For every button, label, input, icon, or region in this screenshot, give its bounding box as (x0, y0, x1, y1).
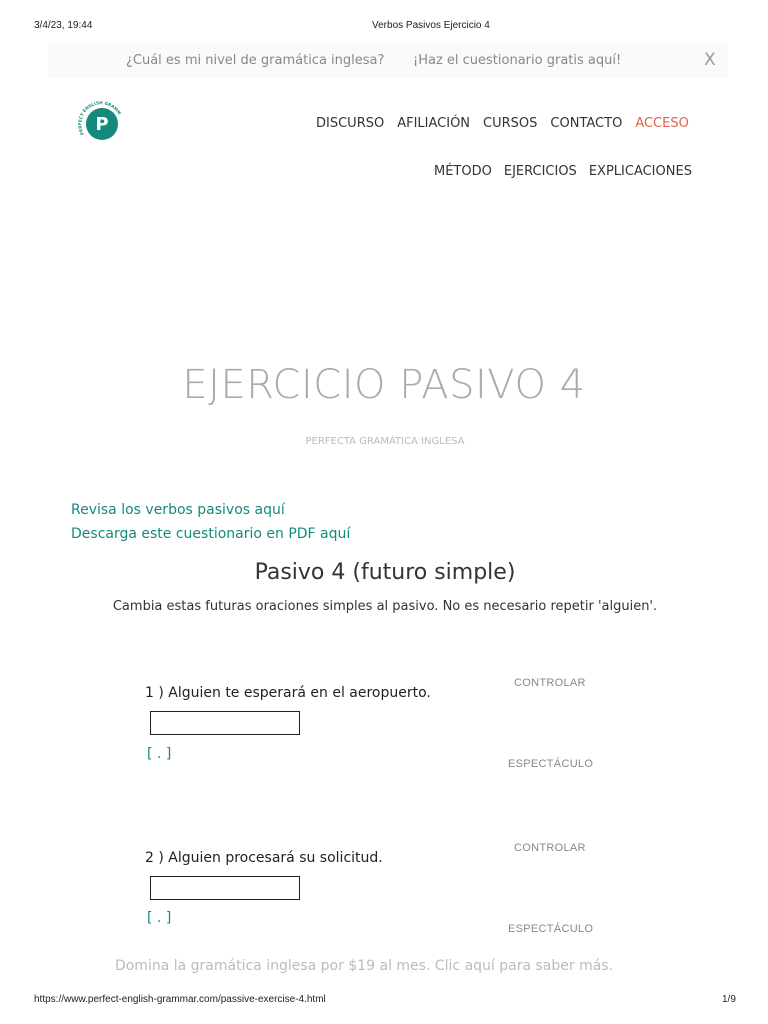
nav-contacto[interactable]: CONTACTO (550, 116, 623, 131)
logo-arc-text: PERFECT ENGLISH GRAMM (77, 100, 123, 136)
question-2-check-button[interactable]: CONTROLAR (514, 842, 586, 854)
membership-promo-link[interactable]: Domina la gramática inglesa por $19 al mes. Clic aquí para saber más. (114, 958, 614, 974)
question-2-answer-input[interactable] (150, 876, 300, 900)
nav-cursos[interactable]: CURSOS (483, 116, 538, 131)
close-promo-button[interactable]: X (704, 50, 716, 70)
site-logo[interactable] (86, 108, 118, 140)
question-1-show-button[interactable]: ESPECTÁCULO (508, 758, 594, 770)
review-passive-link[interactable]: Revisa los verbos pasivos aquí (71, 502, 285, 518)
promo-cta-link[interactable]: ¡Haz el cuestionario gratis aquí! (413, 53, 622, 68)
nav-discurso[interactable]: DISCURSO (316, 116, 385, 131)
question-2-reveal[interactable]: [ . ] (147, 910, 172, 926)
page-title: EJERCICIO PASIVO 4 (182, 362, 586, 408)
question-2-show-button[interactable]: ESPECTÁCULO (508, 923, 594, 935)
nav-afiliacion[interactable]: AFILIACIÓN (397, 116, 471, 131)
exercise-instructions: Cambia estas futuras oraciones simples al pasivo. No es necesario repetir 'alguien'. (112, 599, 658, 614)
print-page-number: 1/9 (722, 994, 736, 1005)
page-subtitle: PERFECTA GRAMÁTICA INGLESA (305, 436, 465, 447)
primary-nav (316, 116, 689, 131)
nav-acceso[interactable]: ACCESO (635, 116, 689, 131)
exercise-title: Pasivo 4 (futuro simple) (254, 560, 516, 585)
secondary-nav (434, 164, 692, 179)
nav-explicaciones[interactable]: EXPLICACIONES (588, 164, 692, 179)
logo-letter: P (95, 113, 109, 135)
download-pdf-link[interactable]: Descarga este cuestionario en PDF aquí (71, 526, 351, 542)
print-datetime: 3/4/23, 19:44 (34, 20, 93, 31)
question-1-reveal[interactable]: [ . ] (147, 746, 172, 762)
question-1-text: 1 ) Alguien te esperará en el aeropuerto. (145, 685, 431, 701)
question-1-check-button[interactable]: CONTROLAR (514, 677, 586, 689)
promo-question[interactable]: ¿Cuál es mi nivel de gramática inglesa? (126, 53, 385, 68)
question-2-text: 2 ) Alguien procesará su solicitud. (145, 850, 383, 866)
print-doc-title: Verbos Pasivos Ejercicio 4 (372, 20, 490, 31)
print-url: https://www.perfect-english-grammar.com/passive-exercise-4.html (34, 994, 326, 1005)
question-1-answer-input[interactable] (150, 711, 300, 735)
nav-ejercicios[interactable]: EJERCICIOS (503, 164, 577, 179)
nav-metodo[interactable]: MÉTODO (434, 164, 492, 179)
